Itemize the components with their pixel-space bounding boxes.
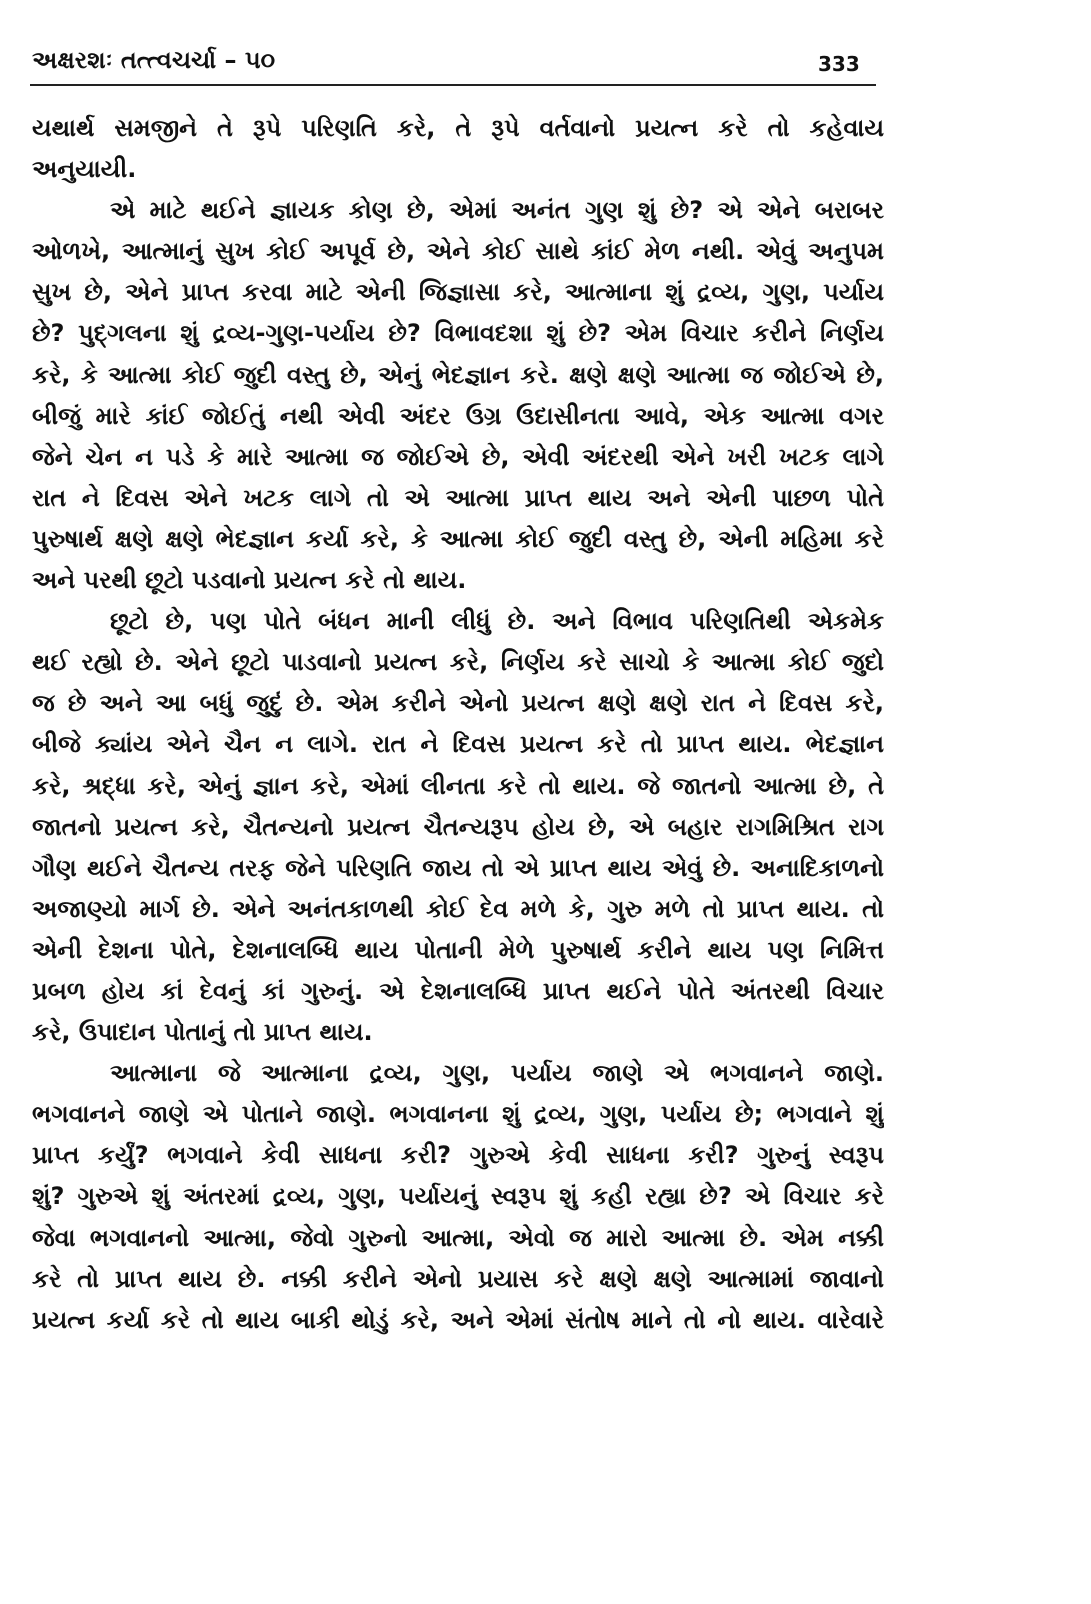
paragraph	[32, 601, 884, 1053]
text-line: કરે તો પ્રાપ્ત થાય છે. નક્કી કરીને એનો પ્રયાસ કરે ક્ષણે ક્ષણે આત્મામાં જાવાનો	[32, 1264, 884, 1293]
text-line: બીજે ક્યાંય એને ચૈન ન લાગે. રાત ને દિવસ પ્રયત્ન કરે તો પ્રાપ્ત થાય. ભેદજ્ઞાન	[32, 730, 884, 759]
text-line: છે? પુદ્ગલના શું દ્રવ્ય-ગુણ-પર્યાય છે? વિભાવદશા શું છે? એમ વિચાર કરીને નિર્ણય	[32, 319, 884, 348]
text-line: છૂટો છે, પણ પોતે બંધન માની લીધું છે. અને વિભાવ પરિણતિથી એકમેક	[110, 607, 884, 636]
text-line: જેવા ભગવાનનો આત્મા, જેવો ગુરુનો આત્મા, એવો જ મારો આત્મા છે. એમ નક્કી	[32, 1223, 884, 1252]
text-line: અજાણ્યો માર્ગ છે. એને અનંતકાળથી કોઈ દેવ મળે કે, ગુરુ મળે તો પ્રાપ્ત થાય. તો	[32, 894, 884, 923]
text-line: જેને ચેન ન પડે કે મારે આત્મા જ જોઈએ છે, એવી અંદરથી એને ખરી ખટક લાગે	[32, 442, 884, 471]
text-line: યથાર્થ સમજીને તે રૂપે પરિણતિ કરે, તે રૂપે વર્તવાનો પ્રયત્ન કરે તો કહેવાય	[32, 114, 884, 142]
text-line: પુરુષાર્થ ક્ષણે ક્ષણે ભેદજ્ઞાન કર્યા કરે, કે આત્મા કોઈ જુદી વસ્તુ છે, એની મહિમા કરે	[32, 524, 884, 553]
text-line: થઈ રહ્યો છે. એને છૂટો પાડવાનો પ્રયત્ન કરે, નિર્ણય કરે સાચો કે આત્મા કોઈ જુદો	[32, 648, 884, 677]
text-line: ભગવાનને જાણે એ પોતાને જાણે. ભગવાનના શું દ્રવ્ય, ગુણ, પર્યાય છે; ભગવાને શું	[32, 1100, 884, 1129]
page-number: 333	[818, 52, 860, 76]
text-line: ગૌણ થઈને ચૈતન્ય તરફ જેને પરિણતિ જાય તો એ પ્રાપ્ત થાય એવું છે. અનાદિકાળનો	[32, 853, 884, 882]
text-line: અનુયાયી.	[32, 155, 137, 184]
text-line: શું? ગુરુએ શું અંતરમાં દ્રવ્ય, ગુણ, પર્યાયનું સ્વરૂપ શું કહી રહ્યા છે? એ વિચાર કરે	[32, 1182, 884, 1211]
text-line: પ્રબળ હોય કાં દેવનું કાં ગુરુનું. એ દેશનાલબ્ધિ પ્રાપ્ત થઈને પોતે અંતરથી વિચાર	[32, 976, 884, 1005]
text-line: પ્રાપ્ત કર્યું? ભગવાને કેવી સાધના કરી? ગુરુએ કેવી સાધના કરી? ગુરુનું સ્વરૂપ	[32, 1141, 884, 1170]
text-line: રાત ને દિવસ એને ખટક લાગે તો એ આત્મા પ્રાપ્ત થાય અને એની પાછળ પોતે	[32, 483, 884, 512]
paragraph	[32, 108, 884, 190]
text-line: કરે, ઉપાદાન પોતાનું તો પ્રાપ્ત થાય.	[32, 1018, 373, 1047]
text-line: ઓળખે, આત્માનું સુખ કોઈ અપૂર્વ છે, એને કોઈ સાથે કાંઈ મેળ નથી. એવું અનુપમ	[32, 237, 884, 266]
page-body	[32, 108, 884, 1341]
book-title: અક્ષરશઃ તત્ત્વચર્ચા – ૫૦	[32, 46, 276, 74]
paragraph	[32, 190, 884, 601]
text-line: કરે, શ્રદ્ધા કરે, એનું જ્ઞાન કરે, એમાં લીનતા કરે તો થાય. જે જાતનો આત્મા છે, તે	[32, 771, 884, 800]
text-line: બીજું મારે કાંઈ જોઈતું નથી એવી અંદર ઉગ્ર ઉદાસીનતા આવે, એક આત્મા વગર	[32, 401, 884, 430]
paragraph	[32, 1053, 884, 1341]
text-line: પ્રયત્ન કર્યા કરે તો થાય બાકી થોડું કરે, અને એમાં સંતોષ માને તો નો થાય. વારેવારે	[32, 1305, 884, 1334]
text-line: આત્માના જે આત્માના દ્રવ્ય, ગુણ, પર્યાય જાણે એ ભગવાનને જાણે.	[110, 1059, 884, 1088]
header-rule	[30, 84, 876, 86]
text-line: એ માટે થઈને જ્ઞાયક કોણ છે, એમાં અનંત ગુણ શું છે? એ એને બરાબર	[110, 196, 884, 225]
text-line: સુખ છે, એને પ્રાપ્ત કરવા માટે એની જિજ્ઞાસા કરે, આત્માના શું દ્રવ્ય, ગુણ, પર્યાય	[32, 278, 884, 307]
text-line: જાતનો પ્રયત્ન કરે, ચૈતન્યનો પ્રયત્ન ચૈતન્યરૂપ હોય છે, એ બહાર રાગમિશ્રિત રાગ	[32, 812, 884, 841]
text-line: એની દેશના પોતે, દેશનાલબ્ધિ થાય પોતાની મેળે પુરુષાર્થ કરીને થાય પણ નિમિત્ત	[32, 935, 884, 964]
text-line: કરે, કે આત્મા કોઈ જુદી વસ્તુ છે, એનું ભેદજ્ઞાન કરે. ક્ષણે ક્ષણે આત્મા જ જોઈએ છે,	[32, 360, 884, 389]
text-line: જ છે અને આ બધું જુદું છે. એમ કરીને એનો પ્રયત્ન ક્ષણે ક્ષણે રાત ને દિવસ કરે,	[32, 689, 884, 718]
text-line: અને પરથી છૂટો પડવાનો પ્રયત્ન કરે તો થાય.	[32, 566, 467, 595]
